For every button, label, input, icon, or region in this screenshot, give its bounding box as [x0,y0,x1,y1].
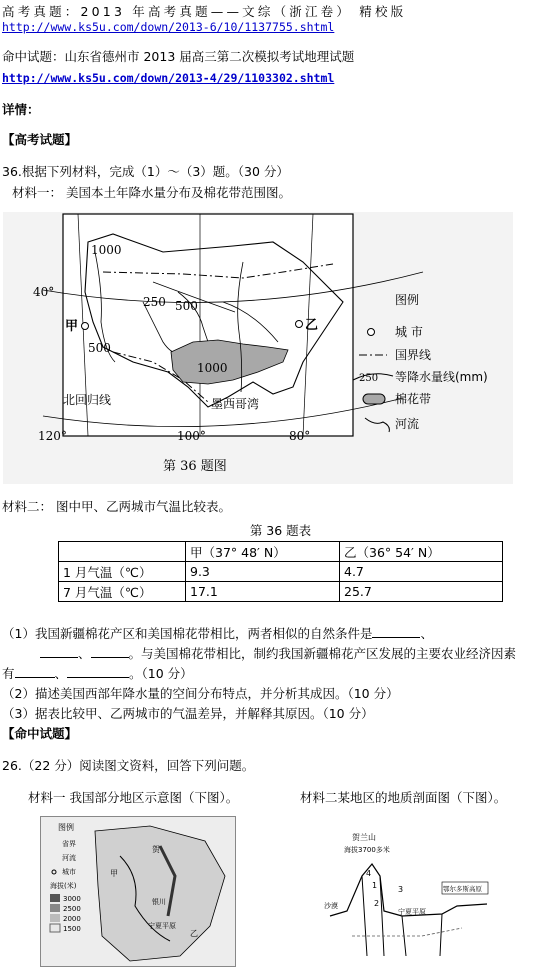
hit-link[interactable]: http://www.ks5u.com/down/2013-4/29/1103302.shtml [2,71,335,85]
table-header-cell: 甲（37° 48′ N） [186,542,340,562]
fig2-n2: 2 [374,899,380,908]
fig2-altitude: 海拔3700多米 [344,846,390,854]
answer-blank[interactable] [91,657,129,658]
source-title: 高考真题：2013 年高考真题——文综（浙江卷） 精校版 [2,4,407,19]
hit-material1: 材料一 我国部分地区示意图（下图）。 [28,790,239,805]
answer-blank[interactable] [67,677,129,678]
fig1-elev-value: 2000 [63,915,81,923]
fig1-elev-swatch [50,924,60,932]
question1-line3 [2,664,193,682]
answer-blank[interactable] [40,657,78,658]
fig1-legend-title: 图例 [58,823,74,832]
fig2-plateau: 鄂尔多斯高原 [443,885,482,893]
details-label: 详情： [2,102,40,117]
temperature-grid [58,541,503,602]
question2: （2）描述美国西部年降水量的空间分布特点，并分析其成因。（10 分） [2,686,399,701]
label-1000-belt: 1000 [197,361,228,375]
label-500-mid: 500 [175,299,198,313]
table-header-row [59,542,503,562]
table-row [59,562,503,582]
answer-blank[interactable] [372,637,420,638]
legend-iso-value: 250 [359,373,379,384]
fig1-elev-value: 3000 [63,895,81,903]
label-250: 250 [143,295,166,309]
label-tropic: 北回归线 [63,393,112,407]
label-lat-40: 40° [33,285,55,299]
fig2-n4: 4 [366,869,372,878]
label-lon-100: 100° [177,429,206,443]
label-city-jia: 甲 [65,319,79,334]
geologic-section-figure [322,816,490,967]
q1-text-a: （1）我国新疆棉花产区和美国棉花带相比，两者相似的自然条件是 [2,626,373,641]
label-lon-80: 80° [289,429,311,443]
fig1-elev-swatch [50,914,60,922]
legend-cotton: 棉花带 [395,392,432,406]
fig2-peak: 贺兰山 [352,833,376,842]
q1-text-e: 有 [2,666,15,681]
fig1-legend-c: 城市 [62,868,76,876]
table-cell: 7 月气温（℃） [59,582,186,602]
fig1-label-e: 乙 [190,929,198,938]
fig1-label-d: 甲 [110,869,118,878]
fig1-legend-a: 省界 [62,840,76,848]
label-city-yi: 乙 [305,318,319,333]
us-precipitation-map [3,212,513,484]
hit-stem: 26.（22 分）阅读图文资料，回答下列问题。 [2,758,255,773]
question1-line1 [2,624,433,642]
fig2-desert: 沙漠 [324,902,338,910]
temperature-table [58,521,503,602]
label-500-left: 500 [88,341,111,355]
q1-text-g: 。（10 分） [129,666,193,681]
material2-label: 材料二： 图中甲、乙两城市气温比较表。 [2,499,231,514]
q1-text-b: 、 [420,626,433,641]
legend-cotton-icon [363,394,385,404]
hit-title: 命中试题：山东省德州市 2013 届高三第二次模拟考试地理试题 [2,49,355,64]
region-map-figure [40,816,236,967]
source-link[interactable]: http://www.ks5u.com/down/2013-6/10/1137755.shtml [2,20,335,34]
table-cell: 4.7 [340,562,503,582]
fig1-label-c: 银川 [152,898,166,906]
table-cell: 1 月气温（℃） [59,562,186,582]
fig1-elev-value: 1500 [63,925,81,933]
table-cell: 25.7 [340,582,503,602]
question36-stem: 36.根据下列材料，完成（1）～（3）题。（30 分） [2,164,289,179]
q1-text-c: 、 [78,646,91,661]
fig1-elev-swatch [50,904,60,912]
table-cell: 17.1 [186,582,340,602]
fig2-plain: 宁夏平原 [398,908,426,916]
fig1-elev-swatch [50,894,60,902]
city-yi-marker [296,321,303,328]
question3: （3）据表比较甲、乙两城市的气温差异，并解释其原因。（10 分） [2,706,374,721]
fig1-legend-b: 河流 [62,854,76,862]
legend-title: 图例 [395,293,420,307]
legend-river: 河流 [395,417,420,431]
label-1000-top: 1000 [91,243,122,257]
hit-material2: 材料二某地区的地质剖面图（下图）。 [300,790,507,805]
label-gulf: 墨西哥湾 [211,397,260,411]
legend-city-icon [368,329,375,336]
table-header-cell [59,542,186,562]
legend-city: 城 市 [395,325,423,339]
fig2-n1: 1 [372,881,378,890]
question1-line2 [40,644,516,662]
legend-river-icon [365,418,389,432]
table-caption: 第 36 题表 [249,523,312,538]
map-caption: 第 36 题图 [163,459,227,474]
city-jia-marker [82,323,89,330]
label-lon-120: 120° [38,429,67,443]
table-cell: 9.3 [186,562,340,582]
legend-isohyet: 等降水量线(mm) [395,370,488,384]
fig1-label-a: 贺 [152,845,160,854]
table-row [59,582,503,602]
material1-label: 材料一： 美国本土年降水量分布及棉花带范围图。 [12,185,291,200]
q1-text-f: 、 [54,666,68,681]
fig1-elev-value: 2500 [63,905,81,913]
table-header-cell: 乙（36° 54′ N） [340,542,503,562]
hit-section-heading: 【命中试题】 [2,726,78,741]
legend-border: 国界线 [395,348,432,362]
answer-blank[interactable] [15,677,55,678]
fig1-label-b: 宁夏平原 [148,922,176,930]
q1-text-d: 。与美国棉花带相比，制约我国新疆棉花产区发展的主要农业经济因素 [128,646,517,661]
fig1-legend-d: 海拔(米) [50,882,77,890]
exam-section-heading: 【高考试题】 [2,132,78,147]
fig2-n3: 3 [398,885,404,894]
